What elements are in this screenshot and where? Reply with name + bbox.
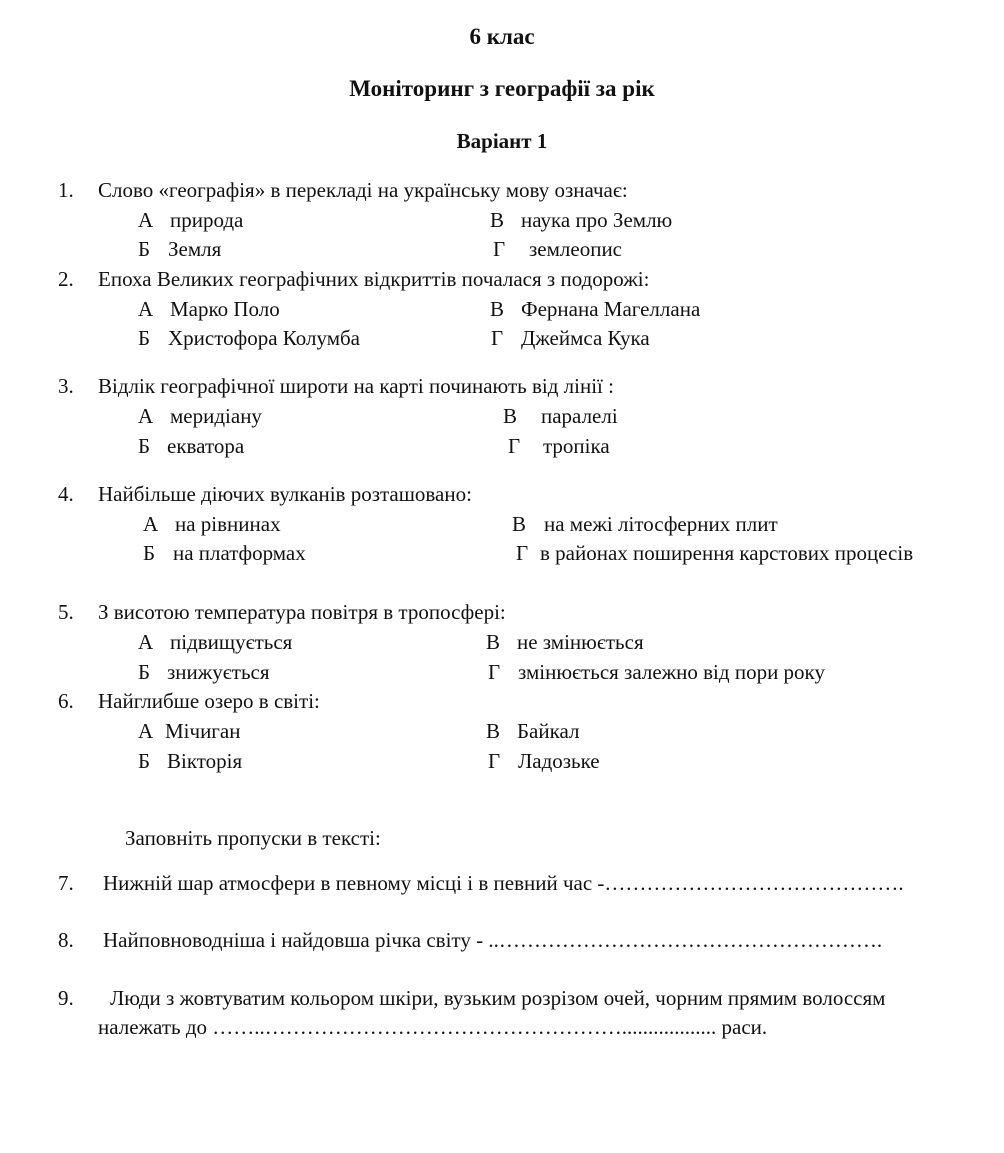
option-v-letter: В [486,630,501,654]
question-number: 9. [58,986,74,1010]
option-v-letter: В [490,208,505,232]
option-b-letter: Б [138,434,151,458]
option-a-text: Марко Поло [170,297,280,321]
option-g-text: Ладозьке [518,749,600,773]
option-v-text: на межі літосферних плит [544,512,778,536]
option-g-letter: Г [488,660,501,684]
option-v-letter: В [486,719,501,743]
option-v-letter: В [490,297,505,321]
option-g-text: в районах поширення карстових процесів [540,541,914,565]
option-b-letter: Б [138,326,151,350]
question-number: 1. [58,178,74,202]
option-g-letter: Г [516,541,529,565]
question-text: Відлік географічної широти на карті починають від лінії : [98,374,614,398]
fill-text-continuation: належать до ……..…………………………………………….................. раси. [98,1015,768,1039]
option-g-letter: Г [508,434,521,458]
option-b-letter: Б [138,237,151,261]
question-number: 5. [58,600,74,624]
option-a-text: на рівнинах [175,512,281,536]
option-g-text: Джеймса Кука [521,326,650,350]
question-number: 6. [58,689,74,713]
page-title: Моніторинг з географії за рік [349,76,655,101]
fill-text: Нижній шар атмосфери в певному місці і в певний час -……………………………………. [103,871,904,895]
option-v-text: наука про Землю [521,208,673,232]
option-g-text: землеопис [529,237,623,261]
option-v-text: Байкал [517,719,580,743]
question-number: 2. [58,267,74,291]
grade-heading: 6 клас [469,24,535,49]
question-text: З висотою температура повітря в тропосфері: [98,600,506,624]
option-b-text: Христофора Колумба [168,326,360,350]
option-v-text: паралелі [541,404,618,428]
option-a-letter: А [138,630,154,654]
option-a-letter: А [138,297,154,321]
option-a-text: Мічиган [165,719,241,743]
option-b-text: знижується [167,660,270,684]
option-b-text: екватора [167,434,245,458]
option-v-letter: В [512,512,527,536]
option-a-text: природа [170,208,244,232]
option-a-letter: А [138,208,154,232]
option-g-text: тропіка [543,434,610,458]
option-a-letter: А [138,719,154,743]
option-g-letter: Г [488,749,501,773]
question-number: 3. [58,374,74,398]
option-a-letter: А [143,512,159,536]
option-b-text: Вікторія [167,749,243,773]
option-b-text: на платформах [173,541,306,565]
option-b-text: Земля [168,237,222,261]
option-b-letter: Б [143,541,156,565]
variant-heading: Варіант 1 [456,129,548,153]
option-b-letter: Б [138,749,151,773]
option-v-letter: В [503,404,518,428]
fill-text: Найповноводніша і найдовша річка світу - ..………………………………………………. [103,928,883,952]
question-text: Найбільше діючих вулканів розташовано: [98,482,472,506]
question-text: Слово «географія» в перекладі на українську мову означає: [98,178,628,202]
option-g-letter: Г [493,237,506,261]
question-number: 7. [58,871,74,895]
option-g-letter: Г [491,326,504,350]
option-a-text: меридіану [170,404,262,428]
option-g-text: змінюється залежно від пори року [518,660,825,684]
option-b-letter: Б [138,660,151,684]
question-text: Епоха Великих географічних відкриттів почалася з подорожі: [98,267,650,291]
question-number: 8. [58,928,74,952]
option-v-text: Фернана Магеллана [521,297,701,321]
question-text: Найглибше озеро в світі: [98,689,320,713]
fill-instruction: Заповніть пропуски в тексті: [125,826,381,850]
fill-text: Люди з жовтуватим кольором шкіри, вузьким розрізом очей, чорним прямим волоссям [110,986,886,1010]
question-number: 4. [58,482,74,506]
option-a-text: підвищується [170,630,293,654]
option-v-text: не змінюється [517,630,644,654]
option-a-letter: А [138,404,154,428]
